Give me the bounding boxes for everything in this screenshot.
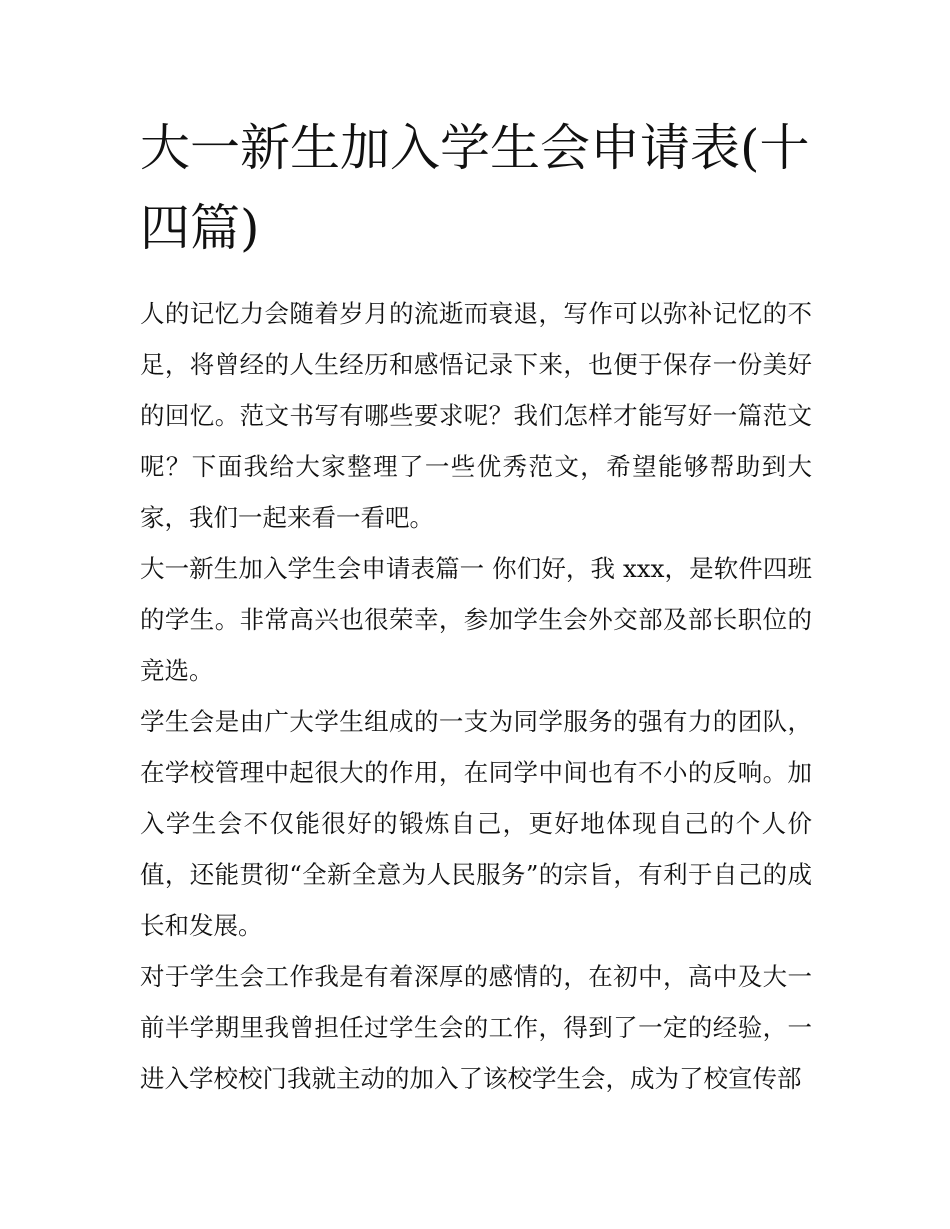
document-title: 大一新生加入学生会申请表(十四篇): [140, 119, 810, 257]
document-body: [140, 288, 812, 1104]
paragraph-3: 对于学生会工作我是有着深厚的感情的，在初中，高中及大一前半学期里我曾担任过学生会的工作，得到了一定的经验，一进入学校校门我就主动的加入了该校学生会，成为了校宣传部: [140, 962, 812, 1093]
paragraph-1: 大一新生加入学生会申请表篇一 你们好，我 xxx，是软件四班的学生。非常高兴也很荣幸，参加学生会外交部及部长职位的竞选。: [140, 554, 812, 685]
document-page: [140, 108, 812, 1104]
paragraph-2: 学生会是由广大学生组成的一支为同学服务的强有力的团队，在学校管理中起很大的作用，在同学中间也有不小的反响。加入学生会不仅能很好的锻炼自己，更好地体现自己的个人价值，还能贯彻“全新全意为人民服务”的宗旨，有利于自己的成长和发展。: [140, 707, 812, 940]
paragraph-intro: 人的记忆力会随着岁月的流逝而衰退，写作可以弥补记忆的不足，将曾经的人生经历和感悟记录下来，也便于保存一份美好的回忆。范文书写有哪些要求呢？我们怎样才能写好一篇范文呢？下面我给大家整理了一些优秀范文，希望能够帮助到大家，我们一起来看一看吧。: [140, 299, 812, 532]
